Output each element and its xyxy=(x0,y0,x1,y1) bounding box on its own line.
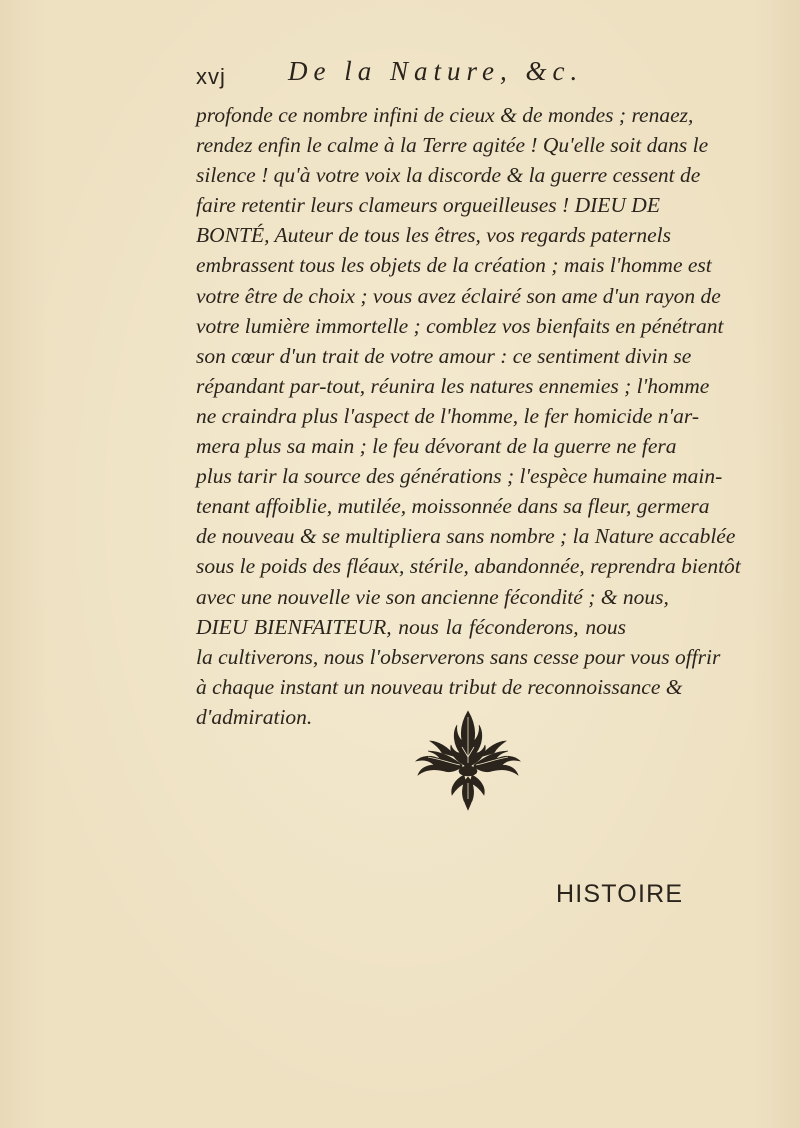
text-line: de nouveau & se multipliera sans nombre ; la Nature accablée xyxy=(196,524,736,549)
text-line: d'admiration. xyxy=(196,704,313,729)
text-line: DIEU BIENFAITEUR, nous la féconderons, nous xyxy=(196,614,626,639)
acanthus-leaf-fleuron-icon xyxy=(412,707,524,811)
text-line: votre être de choix ; vous avez éclairé son ame d'un rayon de xyxy=(196,283,721,308)
page-number: xvj xyxy=(196,64,226,89)
text-line: BONTÉ, Auteur de tous les êtres, vos regards paternels xyxy=(196,223,671,248)
text-line: la cultiverons, nous l'observerons sans cesse pour vous offrir xyxy=(196,644,721,669)
catchword: HISTOIRE xyxy=(556,880,684,908)
text-line: à chaque instant un nouveau tribut de reconnoissance & xyxy=(196,674,683,699)
text-line: avec une nouvelle vie son ancienne fécondité ; & nous, xyxy=(196,584,669,609)
text-line: tenant affoiblie, mutilée, moissonnée dans sa fleur, germera xyxy=(196,494,710,519)
text-line: plus tarir la source des générations ; l'espèce humaine main- xyxy=(196,464,723,489)
running-title: De la Nature, &c. xyxy=(288,56,584,86)
text-line: faire retentir leurs clameurs orgueilleuses ! DIEU DE xyxy=(196,193,660,218)
text-line: silence ! qu'à votre voix la discorde & la guerre cessent de xyxy=(196,163,701,188)
text-line: répandant par-tout, réunira les natures ennemies ; l'homme xyxy=(196,373,710,398)
page-header xyxy=(196,56,626,96)
text-line: sous le poids des fléaux, stérile, abandonnée, reprendra bientôt xyxy=(196,554,741,579)
text-line: votre lumière immortelle ; comblez vos bienfaits en pénétrant xyxy=(196,313,724,338)
text-line: profonde ce nombre infini de cieux & de mondes ; renaez, xyxy=(196,103,694,127)
text-line: embrassent tous les objets de la création ; mais l'homme est xyxy=(196,253,712,278)
text-line: rendez enfin le calme à la Terre agitée ! Qu'elle soit dans le xyxy=(196,133,709,158)
text-line: mera plus sa main ; le feu dévorant de la guerre ne fera xyxy=(196,434,677,459)
body-text xyxy=(196,100,741,732)
text-line: ne craindra plus l'aspect de l'homme, le fer homicide n'ar- xyxy=(196,403,699,428)
text-line: son cœur d'un trait de votre amour : ce sentiment divin se xyxy=(196,343,692,368)
